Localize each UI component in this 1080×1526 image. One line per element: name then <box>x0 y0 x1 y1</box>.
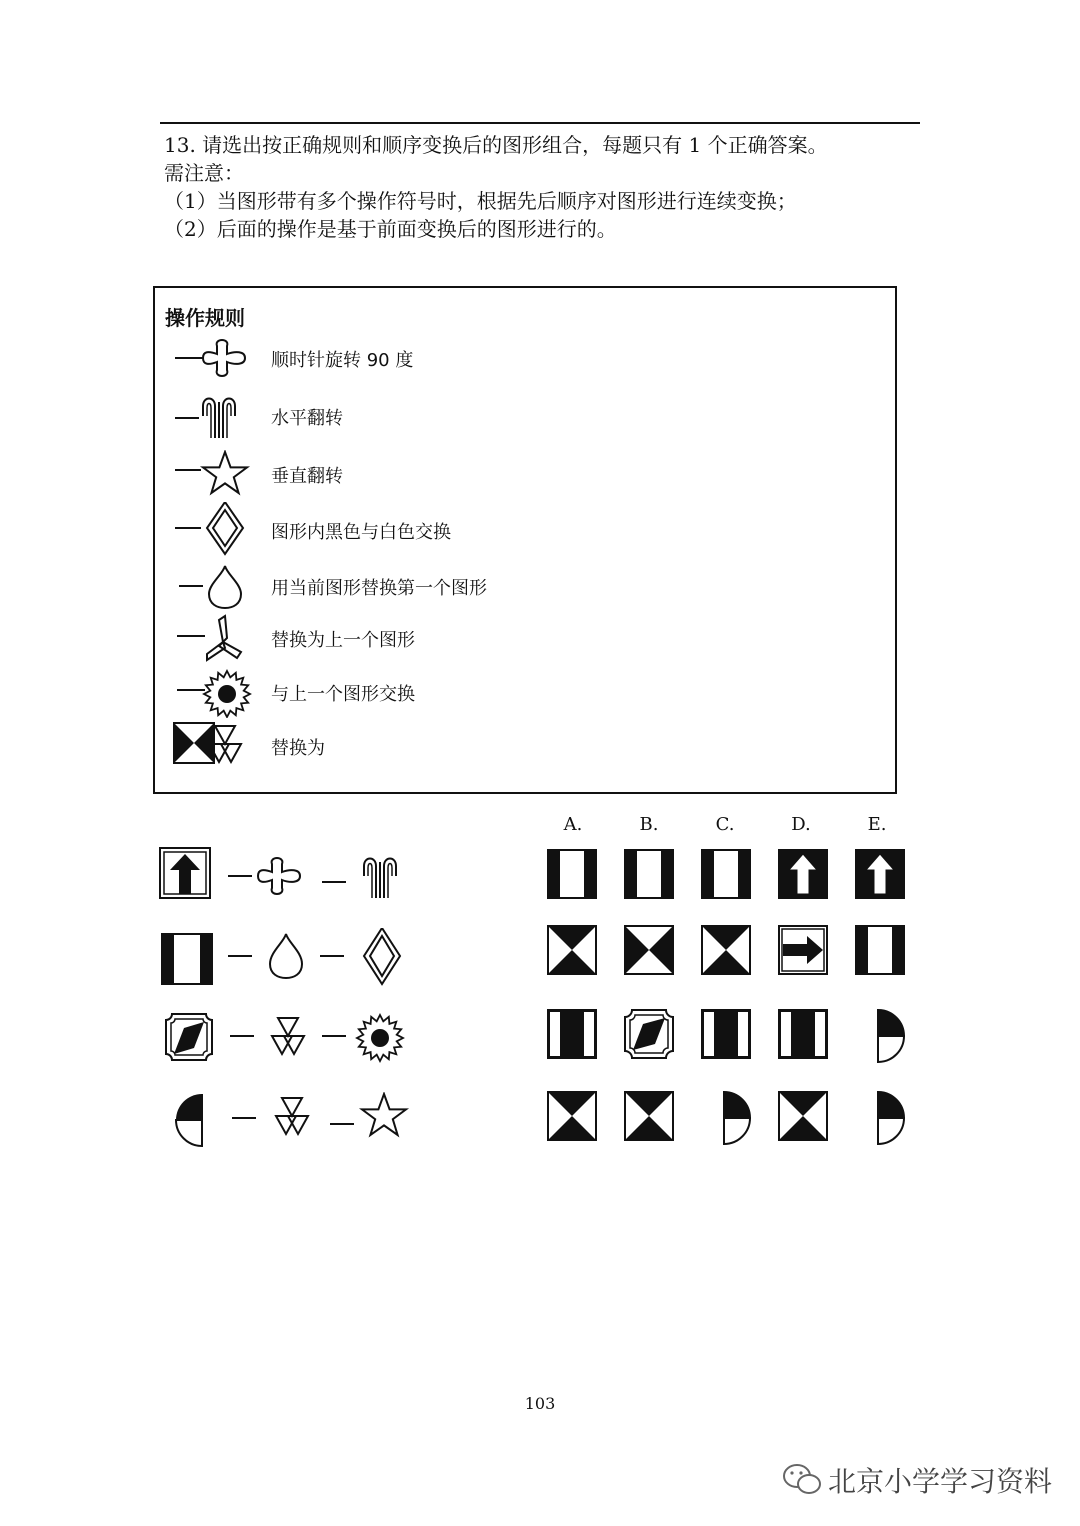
chat-bubble-icon <box>782 1462 822 1496</box>
rule-label: 水平翻转 <box>271 408 343 429</box>
rule-replace-prev <box>173 614 773 664</box>
rule-label: 用当前图形替换第一个图形 <box>271 578 487 599</box>
answer-q2-b-hourglass-v-icon[interactable] <box>623 924 677 978</box>
arrow-up-box-icon <box>158 846 214 902</box>
note-title: 需注意： <box>164 161 244 185</box>
drop-icon <box>173 562 253 612</box>
rule-label: 垂直翻转 <box>271 466 343 487</box>
rule-label: 替换为上一个图形 <box>271 630 415 651</box>
rule-label: 替换为 <box>271 738 325 759</box>
rules-title: 操作规则 <box>165 306 245 330</box>
bars-white-center-icon <box>160 930 216 986</box>
option-label-e: E. <box>867 814 887 835</box>
watermark-text: 北京小学学习资料 <box>828 1465 1053 1498</box>
note-1: （1）当图形带有多个操作符号时，根据先后顺序对图形进行连续变换； <box>164 189 797 213</box>
star-icon <box>173 450 253 500</box>
option-label-a: A. <box>563 814 583 835</box>
rule-label: 图形内黑色与白色交换 <box>271 522 451 543</box>
ops-chain-2 <box>226 928 406 988</box>
question-row-1 <box>150 844 430 908</box>
answer-q2-c-hourglass-h-icon[interactable] <box>700 924 754 978</box>
answer-q1-a-bars-white-center-icon[interactable] <box>546 848 600 902</box>
answer-q1-b-bars-white-center-icon[interactable] <box>623 848 677 902</box>
question-row-3 <box>150 1006 430 1070</box>
diamond-icon <box>173 502 253 558</box>
answer-q4-e-half-circle-right-icon[interactable] <box>866 1090 910 1148</box>
hourglass-tile-icon <box>173 722 215 764</box>
answer-q2-e-bars-white-center-icon[interactable] <box>854 924 908 978</box>
answer-q4-d-hourglass-h-icon[interactable] <box>777 1090 831 1144</box>
rule-rotate <box>173 334 773 384</box>
option-label-d: D. <box>791 814 811 835</box>
ops-chain-1 <box>226 850 406 900</box>
answer-q4-c-half-circle-right-icon[interactable] <box>712 1090 756 1148</box>
rule-swap-prev <box>173 668 773 718</box>
ops-chain-4 <box>230 1092 420 1148</box>
note-2: （2）后面的操作是基于前面变换后的图形进行的。 <box>164 217 617 241</box>
header-rule <box>160 122 920 124</box>
cross-clover-icon <box>173 334 253 384</box>
question-stem: 13. 请选出按正确规则和顺序变换后的图形组合，每题只有 1 个正确答案。 <box>164 133 828 157</box>
answer-q2-a-hourglass-h-icon[interactable] <box>546 924 600 978</box>
rule-label: 顺时针旋转 90 度 <box>271 350 414 371</box>
answer-q4-a-hourglass-h-icon[interactable] <box>546 1090 600 1144</box>
rule-replace-with <box>173 722 773 772</box>
answer-q4-b-hourglass-h-icon[interactable] <box>623 1090 677 1144</box>
option-label-b: B. <box>639 814 659 835</box>
answer-q3-b-octagon-rhombus-icon[interactable] <box>623 1008 677 1062</box>
answer-q1-e-arrow-up-filled-icon[interactable] <box>854 848 908 902</box>
answer-q2-d-arrow-right-box-icon[interactable] <box>777 924 831 978</box>
rule-vflip <box>173 450 773 500</box>
question-row-2 <box>150 926 430 990</box>
rule-replace-first <box>173 562 773 612</box>
octagon-rhombus-icon <box>162 1010 218 1066</box>
ops-chain-3 <box>226 1010 416 1066</box>
answer-q3-d-bars-black-center-icon[interactable] <box>777 1008 831 1062</box>
answer-q1-c-bars-white-center-icon[interactable] <box>700 848 754 902</box>
rule-invert <box>173 502 773 552</box>
answer-q3-c-bars-black-center-icon[interactable] <box>700 1008 754 1062</box>
fountain-icon <box>173 392 253 442</box>
pinwheel-icon <box>173 614 253 664</box>
answer-q3-e-half-circle-right-icon[interactable] <box>866 1008 910 1066</box>
page-number: 103 <box>524 1394 556 1413</box>
sun-icon <box>173 668 253 718</box>
half-circle-left-icon <box>170 1090 230 1152</box>
rule-label: 与上一个图形交换 <box>271 684 415 705</box>
option-label-c: C. <box>715 814 735 835</box>
question-row-4 <box>150 1088 430 1152</box>
rule-hflip <box>173 392 773 442</box>
rules-box <box>153 286 897 794</box>
answer-q1-d-arrow-up-filled-icon[interactable] <box>777 848 831 902</box>
answer-q3-a-bars-black-center-icon[interactable] <box>546 1008 600 1062</box>
